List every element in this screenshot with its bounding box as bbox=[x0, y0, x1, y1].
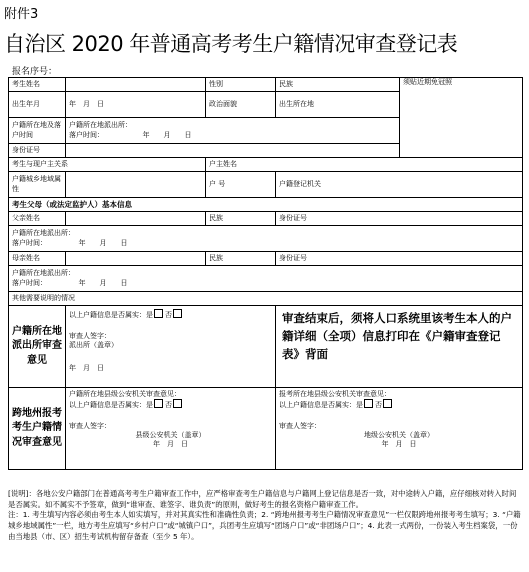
mother-station-field[interactable]: 户籍所在地派出所： bbox=[12, 269, 75, 278]
left-review-date: 年 月 日 bbox=[153, 440, 188, 449]
birthplace-label: 出生所在地 bbox=[276, 92, 400, 118]
photo-box[interactable] bbox=[400, 78, 523, 158]
local-review-label: 户籍所在地派出所审查意见 bbox=[9, 306, 66, 388]
right-review-title: 报考所在地县级公安机关审查意见： bbox=[279, 390, 391, 398]
gender-label: 性别 bbox=[206, 78, 276, 92]
father-id-label: 身份证号 bbox=[276, 212, 523, 226]
local-review-date: 年 月 日 bbox=[69, 364, 104, 373]
id-number-field[interactable] bbox=[66, 144, 400, 158]
father-name-field[interactable] bbox=[66, 212, 206, 226]
local-review-question: 以上户籍信息是否属实：是 bbox=[69, 311, 153, 319]
left-yes-checkbox[interactable] bbox=[154, 399, 163, 408]
footer-notes bbox=[8, 489, 522, 543]
political-label: 政治面貌 bbox=[206, 92, 276, 118]
right-review-date: 年 月 日 bbox=[381, 440, 417, 449]
local-station-stamp-label: 派出所（盖章） bbox=[69, 341, 118, 350]
left-org-stamp-label: 县级公安机关（盖章） bbox=[135, 431, 206, 440]
urban-rural-field[interactable] bbox=[66, 172, 206, 198]
ethnicity-label: 民族 bbox=[276, 78, 400, 92]
father-settle-time-field[interactable]: 落户时间： 年 月 日 bbox=[12, 238, 128, 247]
name-field[interactable] bbox=[66, 78, 206, 92]
left-review-title: 户籍所在地县级公安机关审查意见： bbox=[69, 390, 181, 398]
other-notes-label: 其他需要说明的情况 bbox=[9, 292, 523, 306]
print-notice: 审查结束后，须将人口系统里该考生本人的户籍详细（全项）信息打印在《户籍审查登记表》背面 bbox=[276, 306, 523, 388]
parents-section-heading: 考生父母（或法定监护人）基本信息 bbox=[9, 198, 523, 212]
mother-name-label: 母亲姓名 bbox=[9, 252, 66, 266]
left-review-question: 以上户籍信息是否属实：是 bbox=[69, 401, 153, 410]
footer-notes-list: 注：1. 考生填写内容必须由考生本人如实填写，并对其真实性和准确性负责；2. “跨地州报考考生户籍情况审查意见”一栏仅限跨地州报考考生填写；3. “户籍城乡地域属性”一栏，地方考生应填写“乡村户口”或“城镇户口”，兵团考生应填写“团场户口”或“非团场户口”；4. 此表一式两份，一份装入考生档案袋，一份由当地县（市、区）招生考试机构留存备查（至少 5 年）。 bbox=[8, 510, 521, 541]
urban-rural-label: 户籍城乡地域属性 bbox=[9, 172, 66, 198]
dob-value: 年 月 日 bbox=[66, 92, 206, 118]
right-signer-label: 审查人签字： bbox=[279, 422, 321, 431]
right-yes-checkbox[interactable] bbox=[364, 399, 373, 408]
mother-settle-time-field[interactable]: 落户时间： 年 月 日 bbox=[12, 278, 128, 287]
photo-label: 须贴近期免冠照 bbox=[403, 78, 452, 86]
father-name-label: 父亲姓名 bbox=[9, 212, 66, 226]
left-no-checkbox[interactable] bbox=[173, 399, 182, 408]
father-station-field[interactable]: 户籍所在地派出所： bbox=[12, 229, 75, 238]
registration-form bbox=[8, 77, 522, 470]
mother-name-field[interactable] bbox=[66, 252, 206, 266]
relation-label: 考生与现户主关系 bbox=[9, 158, 206, 172]
hukou-number-label: 户 号 bbox=[206, 172, 276, 198]
footer-explanation: [说明]：各地公安户籍部门在普通高考考生户籍审查工作中，应严格审查考生户籍信息与户籍网上登记信息是否一致，对中途转入户籍，应仔细核对转入时间是否属实。如不属实不予签章，做到“谁审查、谁签字、谁负责”的原则，做好考生的报名资格户籍审查工作。 bbox=[8, 489, 517, 509]
right-review-question: 以上户籍信息是否属实：是 bbox=[279, 401, 363, 410]
local-no-checkbox[interactable] bbox=[173, 309, 182, 318]
name-label: 考生姓名 bbox=[9, 78, 66, 92]
registration-time-field[interactable]: 落户时间： 年 月 日 bbox=[69, 130, 192, 139]
registration-authority-label: 户籍登记机关 bbox=[276, 172, 523, 198]
local-no-label: 否 bbox=[165, 311, 172, 319]
id-number-label: 身份证号 bbox=[9, 144, 66, 158]
left-no-label: 否 bbox=[165, 401, 172, 410]
dob-label: 出生年月 bbox=[9, 92, 66, 118]
householder-label: 户主姓名 bbox=[206, 158, 523, 172]
right-no-label: 否 bbox=[375, 401, 382, 410]
local-signer-label: 审查人签字： bbox=[69, 332, 111, 341]
attachment-label: 附件3 bbox=[4, 7, 39, 22]
cross-review-label: 跨地州报考考生户籍情况审查意见 bbox=[9, 388, 66, 470]
registration-station-field[interactable]: 户籍所在地派出所： bbox=[69, 121, 132, 130]
local-yes-checkbox[interactable] bbox=[154, 309, 163, 318]
registration-number-label: 报名序号： bbox=[12, 67, 58, 77]
mother-ethnicity-label: 民族 bbox=[206, 252, 276, 266]
form-title: 自治区 2020 年普通高考考生户籍情况审查登记表 bbox=[4, 32, 458, 56]
left-signer-label: 审查人签字： bbox=[69, 422, 111, 431]
right-no-checkbox[interactable] bbox=[383, 399, 392, 408]
registration-place-label: 户籍所在地及落户时间 bbox=[9, 118, 66, 144]
mother-id-label: 身份证号 bbox=[276, 252, 523, 266]
right-org-stamp-label: 地级公安机关（盖章） bbox=[364, 431, 434, 440]
father-ethnicity-label: 民族 bbox=[206, 212, 276, 226]
